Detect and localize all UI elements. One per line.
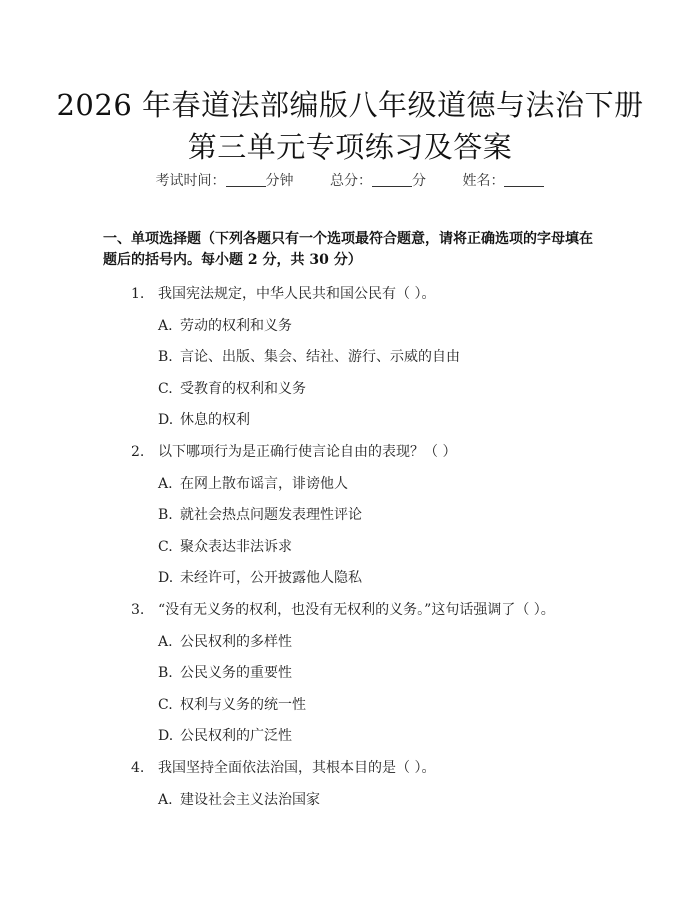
option-text: 言论、出版、集会、结社、游行、示威的自由 [180, 349, 460, 366]
option-text: 在网上散布谣言，诽谤他人 [180, 475, 348, 492]
option-text: 公民权利的广泛性 [180, 728, 292, 745]
document-title [0, 84, 700, 168]
title-line-1: 2026 年春道法部编版八年级道德与法治下册 [56, 88, 644, 122]
question-number: 1. [131, 286, 145, 302]
question-container [0, 284, 700, 821]
total-score-label: 总分： [330, 173, 372, 189]
option-text: 权利与义务的统一性 [180, 696, 306, 713]
name-field [462, 170, 544, 190]
option-letter: D. [158, 412, 174, 429]
option-row [0, 790, 700, 822]
option-row [0, 663, 700, 695]
option-row [0, 474, 700, 506]
total-score-unit: 分 [412, 173, 426, 189]
exam-time-field [156, 170, 294, 190]
option-letter: B. [158, 665, 173, 682]
exam-time-unit: 分钟 [265, 173, 294, 189]
option-letter: C. [158, 696, 173, 713]
exam-time-label: 考试时间： [155, 173, 226, 189]
option-text: 未经许可，公开披露他人隐私 [180, 570, 362, 587]
exam-info [0, 170, 700, 190]
total-score-blank [372, 172, 412, 187]
option-text: 劳动的权利和义务 [180, 317, 292, 334]
title-line-2: 第三单元专项练习及答案 [187, 130, 513, 164]
question-stem: 我国坚持全面依法治国，其根本目的是（ ）。 [158, 759, 436, 776]
option-letter: A. [158, 475, 173, 492]
option-letter: A. [158, 633, 173, 650]
option-row [0, 316, 700, 348]
option-letter: C. [158, 538, 173, 555]
option-letter: D. [158, 728, 174, 745]
name-label: 姓名： [462, 173, 505, 189]
option-letter: B. [158, 507, 173, 524]
option-letter: A. [158, 791, 173, 808]
option-row [0, 505, 700, 537]
question-stem: “没有无义务的权利，也没有无权利的义务。”这句话强调了（ ）。 [158, 601, 555, 618]
question-stem-row [0, 284, 700, 316]
question-stem-row [0, 758, 700, 790]
option-text: 受教育的权利和义务 [180, 380, 306, 397]
option-letter: A. [158, 317, 173, 334]
option-row [0, 379, 700, 411]
option-row [0, 537, 700, 569]
option-text: 休息的权利 [180, 412, 250, 429]
option-text: 公民义务的重要性 [180, 665, 292, 682]
option-letter: D. [158, 570, 174, 587]
option-text: 聚众表达非法诉求 [180, 538, 292, 555]
question-number: 2. [131, 443, 145, 460]
section-heading: 一、单项选择题（下列各题只有一个选项最符合题意，请将正确选项的字母填在题后的括号内。每小题 2 分，共 30 分） [103, 231, 593, 268]
option-row [0, 568, 700, 600]
question-list [0, 284, 700, 821]
option-letter: C. [158, 380, 173, 397]
question-stem-row [0, 442, 700, 474]
option-row [0, 695, 700, 727]
option-row [0, 410, 700, 442]
option-text: 公民权利的多样性 [180, 633, 292, 650]
name-blank [504, 172, 544, 187]
question-number: 3. [131, 601, 145, 618]
exam-time-blank [226, 172, 266, 187]
option-text: 建设社会主义法治国家 [180, 791, 320, 808]
option-text: 就社会热点问题发表理性评论 [180, 507, 362, 524]
total-score-field [330, 170, 426, 190]
option-row [0, 726, 700, 758]
option-row [0, 632, 700, 664]
question-stem-row [0, 600, 700, 632]
option-row [0, 347, 700, 379]
question-stem: 我国宪法规定，中华人民共和国公民有（ ）。 [158, 286, 436, 302]
question-stem: 以下哪项行为是正确行使言论自由的表现？（ ） [158, 443, 457, 460]
question-number: 4. [131, 759, 145, 776]
option-letter: B. [158, 349, 173, 366]
